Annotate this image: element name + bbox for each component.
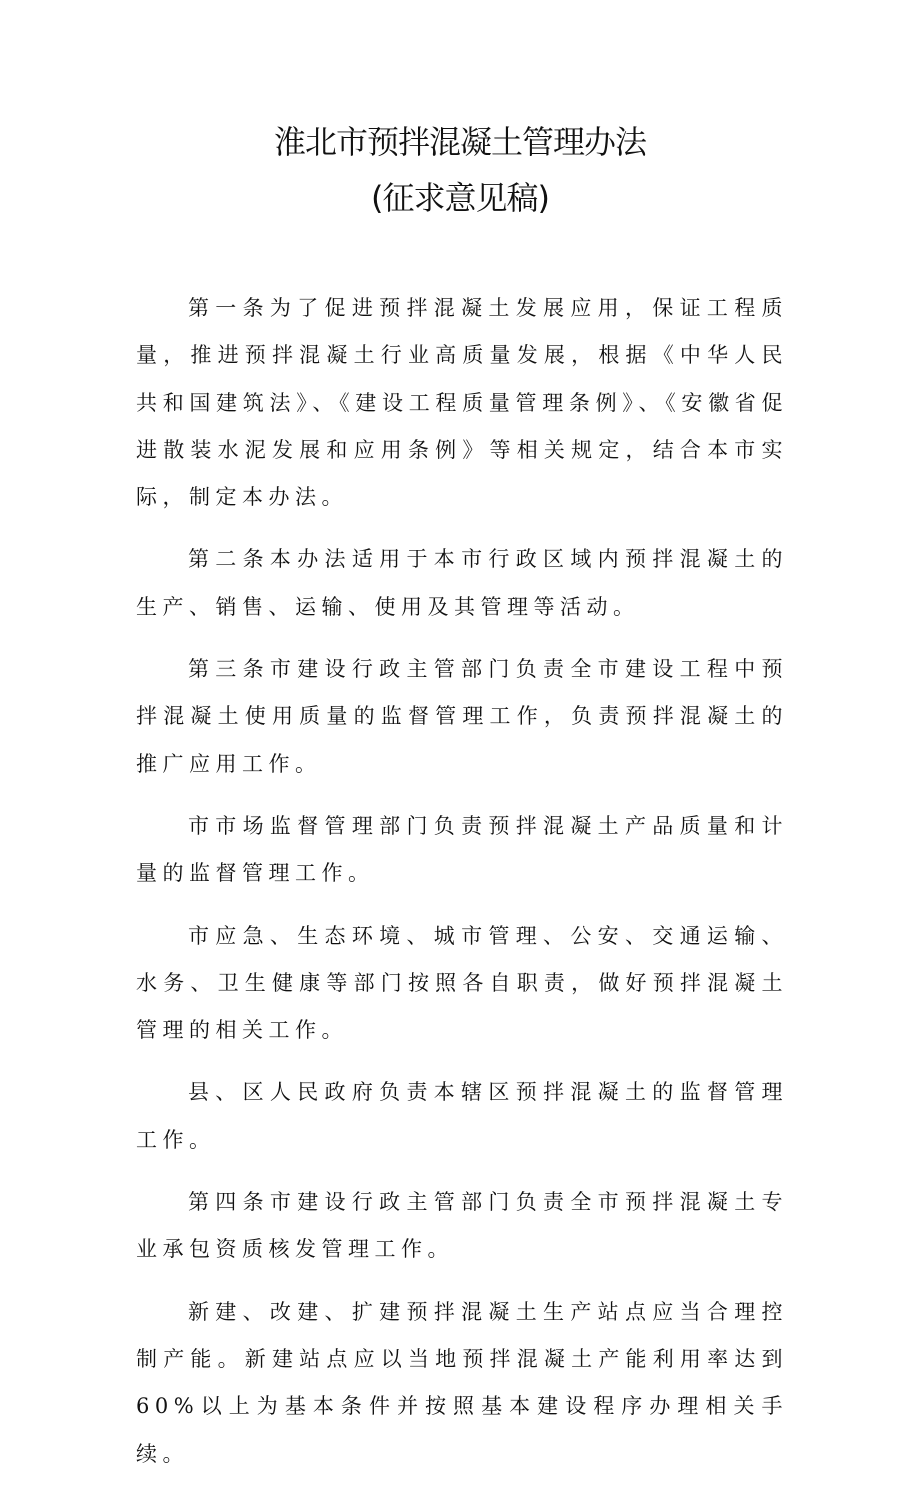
document-subtitle: (征求意见稿) (371, 179, 549, 217)
document-body (136, 285, 788, 1493)
document-title: 淮北市预拌混凝土管理办法 (273, 123, 646, 161)
paragraph-article-4: 第四条市建设行政主管部门负责全市预拌混凝土专业承包资质核发管理工作。 (136, 1190, 788, 1262)
paragraph-county-government: 县、区人民政府负责本辖区预拌混凝土的监督管理工作。 (136, 1080, 788, 1152)
paragraph-article-3: 第三条市建设行政主管部门负责全市建设工程中预拌混凝土使用质量的监督管理工作，负责预拌混凝土的推广应用工作。 (136, 657, 788, 776)
paragraph-article-2: 第二条本办法适用于本市行政区域内预拌混凝土的生产、销售、运输、使用及其管理等活动。 (136, 547, 788, 619)
paragraph-departments: 市应急、生态环境、城市管理、公安、交通运输、水务、卫生健康等部门按照各自职责，做好预拌混凝土管理的相关工作。 (136, 923, 788, 1043)
paragraph-article-1: 第一条为了促进预拌混凝土发展应用，保证工程质量，推进预拌混凝土行业高质量发展，根据《中华人民共和国建筑法》、《建设工程质量管理条例》、《安徽省促进散装水泥发展和应用条例》等相关规定，结合本市实际，制定本办法。 (136, 296, 788, 510)
paragraph-new-stations: 新建、改建、扩建预拌混凝土生产站点应当合理控制产能。新建站点应以当地预拌混凝土产能利用率达到60%以上为基本条件并按照基本建设程序办理相关手续。 (136, 1299, 788, 1466)
paragraph-market-supervision: 市市场监督管理部门负责预拌混凝土产品质量和计量的监督管理工作。 (136, 813, 788, 886)
